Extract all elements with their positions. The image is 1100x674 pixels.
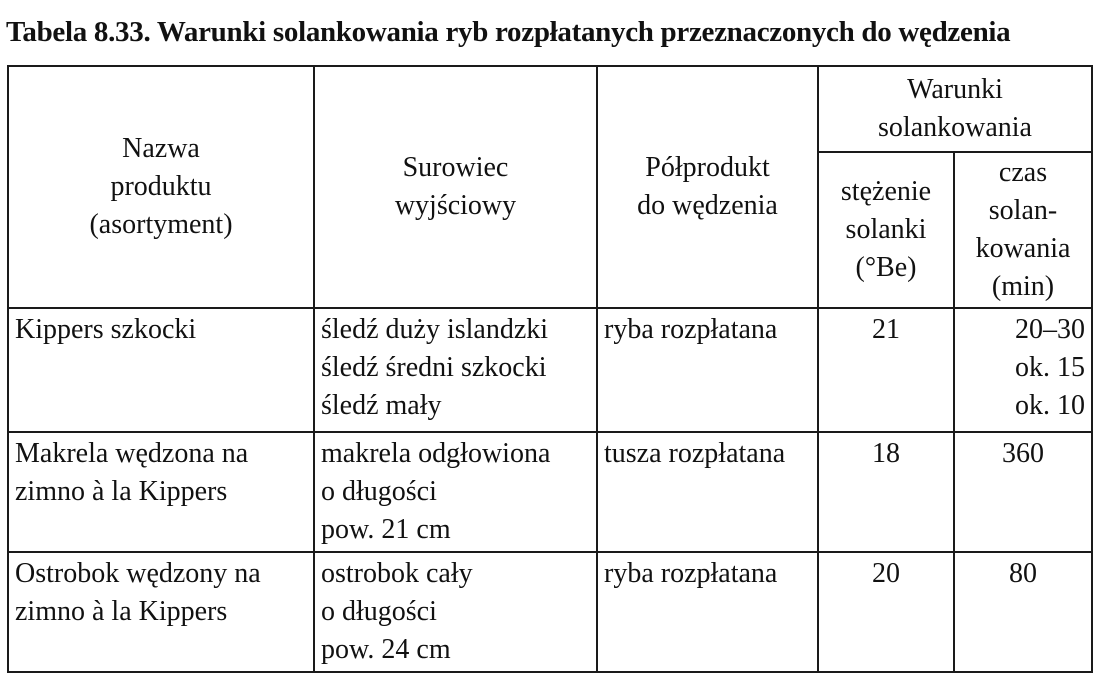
cell-time: 80 bbox=[954, 552, 1092, 672]
cell-time: 360 bbox=[954, 432, 1092, 552]
cell-product: Makrela wędzona na zimno à la Kippers bbox=[8, 432, 314, 552]
cell-raw-material: makrela odgłowiona o długości pow. 21 cm bbox=[314, 432, 597, 552]
cell-raw-material: śledź duży islandzki śledź średni szkocki śledź mały bbox=[314, 308, 597, 432]
cell-product: Ostrobok wędzony na zimno à la Kippers bbox=[8, 552, 314, 672]
header-raw-material: Surowiec wyjściowy bbox=[314, 66, 597, 308]
brining-conditions-table bbox=[7, 65, 1093, 673]
cell-concentration: 18 bbox=[818, 432, 954, 552]
cell-semi-product: ryba rozpłatana bbox=[597, 552, 818, 672]
header-product-name: Nazwa produktu (asortyment) bbox=[8, 66, 314, 308]
header-brining-time: czas solan- kowania (min) bbox=[954, 152, 1092, 308]
cell-product: Kippers szkocki bbox=[8, 308, 314, 432]
header-row-top bbox=[8, 66, 1092, 152]
cell-semi-product: ryba rozpłatana bbox=[597, 308, 818, 432]
cell-semi-product: tusza rozpłatana bbox=[597, 432, 818, 552]
table-row bbox=[8, 432, 1092, 552]
table-row bbox=[8, 552, 1092, 672]
table-row bbox=[8, 308, 1092, 432]
cell-concentration: 20 bbox=[818, 552, 954, 672]
header-brining-conditions: Warunki solankowania bbox=[818, 66, 1092, 152]
cell-concentration: 21 bbox=[818, 308, 954, 432]
cell-raw-material: ostrobok cały o długości pow. 24 cm bbox=[314, 552, 597, 672]
table-caption: Tabela 8.33. Warunki solankowania ryb rozpłatanych przeznaczonych do wędzenia bbox=[6, 16, 1011, 48]
header-semi-product: Półprodukt do wędzenia bbox=[597, 66, 818, 308]
cell-time: 20–30 ok. 15 ok. 10 bbox=[954, 308, 1092, 432]
header-brine-concentration: stężenie solanki (°Be) bbox=[818, 152, 954, 308]
